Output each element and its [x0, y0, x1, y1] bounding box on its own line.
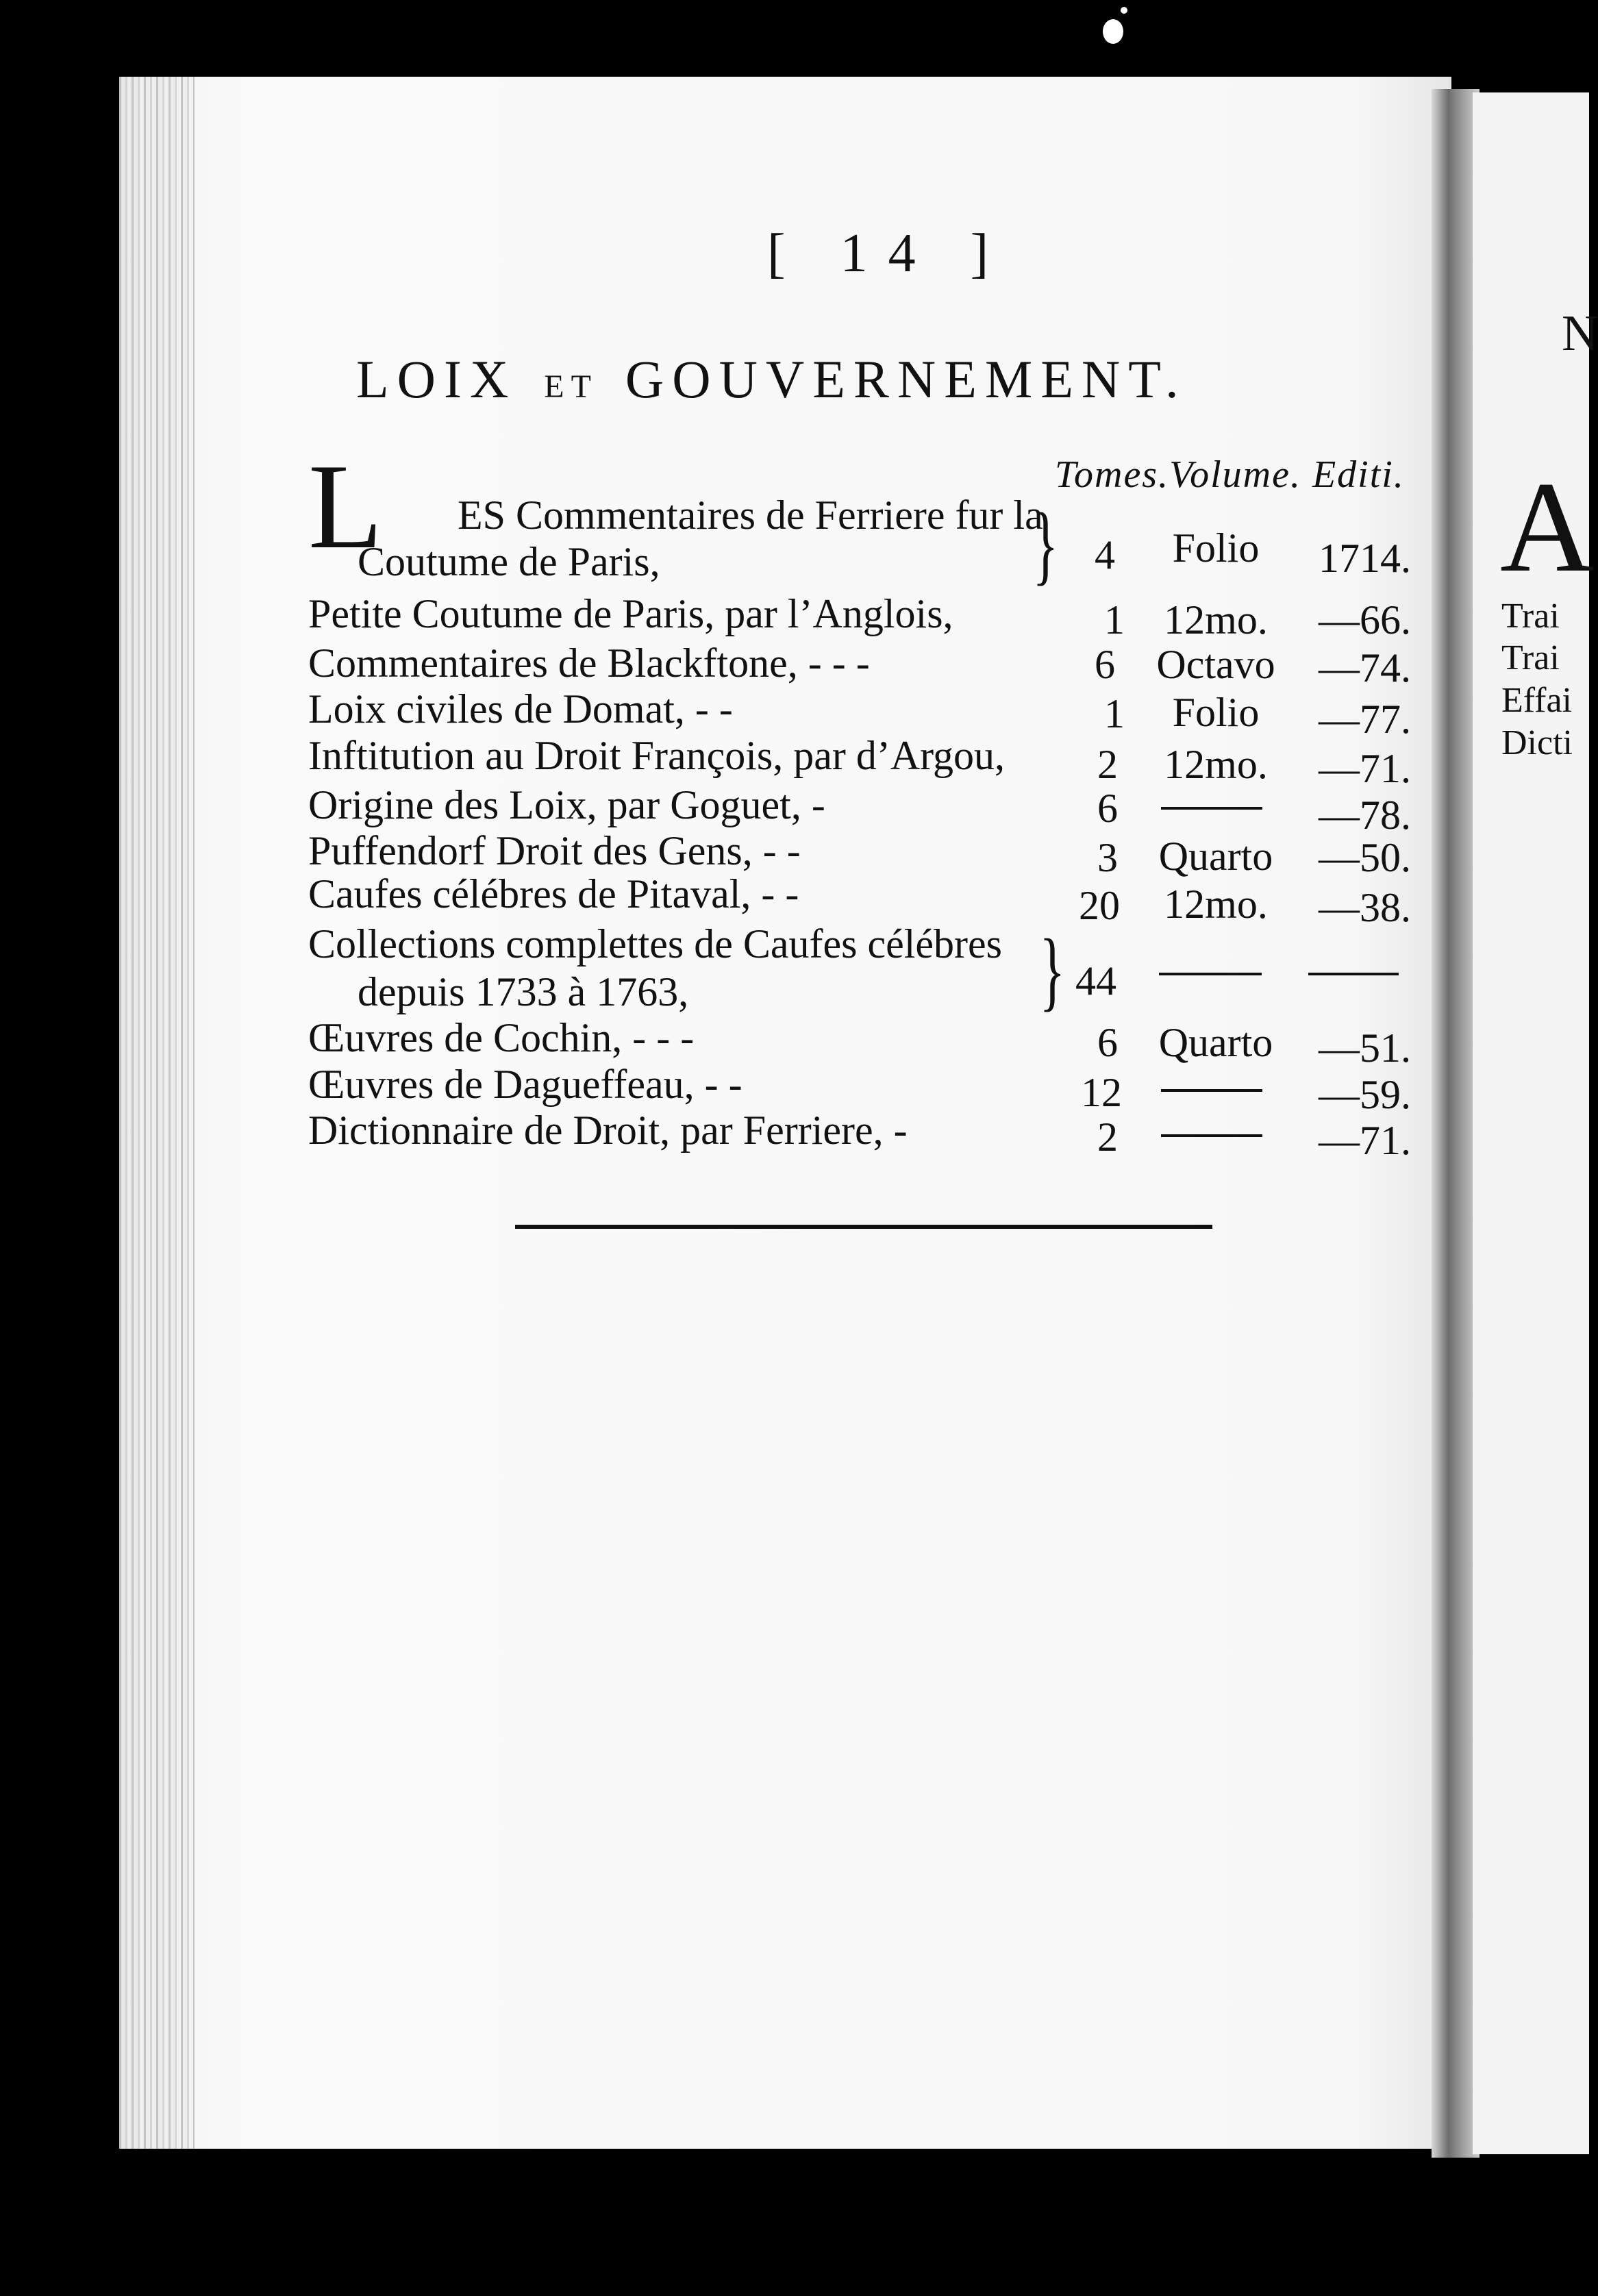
entry-tomes: 6: [1097, 786, 1118, 831]
brace: }: [1032, 495, 1058, 594]
ditto-dash: [1161, 1134, 1262, 1137]
entry-tomes: 4: [1095, 532, 1115, 577]
drop-cap: L: [308, 438, 383, 574]
ditto-dash: [1161, 807, 1262, 810]
facing-page-mark: N: [1562, 305, 1598, 362]
entry-tomes: 44: [1075, 958, 1116, 1003]
entry-edition: —77.: [1319, 697, 1411, 742]
entry-tomes: 3: [1097, 835, 1118, 880]
entry-volume: 12mo.: [1164, 597, 1268, 642]
ditto-dash: [1308, 973, 1399, 975]
entry-title-cont: depuis 1733 à 1763,: [358, 969, 689, 1014]
entry-edition: —71.: [1319, 1118, 1411, 1163]
entry-title-cont: Coutume de Paris,: [358, 539, 660, 584]
scan-speck: [1121, 7, 1127, 14]
entry-title: Commentaires de Blackftone, - - -: [308, 640, 870, 686]
entry-edition: —78.: [1319, 793, 1411, 838]
section-heading: [356, 349, 1187, 409]
brace: }: [1039, 921, 1065, 1020]
column-header: Tomes.Volume. Editi.: [1055, 453, 1405, 496]
entry-volume: Folio: [1172, 690, 1260, 735]
entry-edition: —59.: [1319, 1072, 1411, 1117]
entry-title: Origine des Loix, par Goguet, -: [308, 782, 825, 827]
entry-edition: —71.: [1319, 746, 1411, 791]
entry-tomes: 6: [1095, 642, 1115, 687]
entry-tomes: 6: [1097, 1020, 1118, 1065]
entry-title: Œuvres de Dagueffeau, - -: [308, 1062, 742, 1107]
entry-tomes: 1: [1104, 597, 1125, 642]
entry-tomes: 1: [1104, 691, 1125, 736]
facing-page-big-letter: A: [1500, 456, 1595, 599]
entry-tomes: 2: [1097, 742, 1118, 787]
entry-volume: Folio: [1172, 525, 1260, 571]
heading-part: GOUVERNEMENT.: [625, 349, 1187, 409]
entry-volume: Quarto: [1158, 834, 1273, 879]
entry-tomes: 2: [1097, 1114, 1118, 1160]
facing-page-line: Effai: [1501, 681, 1572, 720]
entry-title: Dictionnaire de Droit, par Ferriere, -: [308, 1108, 908, 1153]
entry-edition: —38.: [1319, 885, 1411, 930]
heading-part: LOIX: [356, 349, 517, 409]
entry-volume: Quarto: [1158, 1020, 1273, 1065]
entry-title: Puffendorf Droit des Gens, - -: [308, 828, 801, 873]
entry-edition: —50.: [1319, 835, 1411, 880]
entry-volume: 12mo.: [1164, 882, 1268, 927]
entry-title: Collections complettes de Caufes célébres: [308, 921, 1002, 966]
facing-page-line: Trai: [1501, 597, 1560, 636]
facing-page: [1473, 92, 1598, 2154]
entry-edition: —74.: [1319, 645, 1411, 690]
entry-title: Caufes célébres de Pitaval, - -: [308, 871, 799, 916]
entry-tomes: 12: [1081, 1070, 1122, 1115]
entry-tomes: 20: [1079, 883, 1120, 928]
entry-edition: —51.: [1319, 1025, 1411, 1071]
scan-speck: [1103, 19, 1123, 44]
facing-page-line: Trai: [1501, 638, 1560, 677]
page-edges: [119, 77, 195, 2149]
page-number: [ 14 ]: [767, 223, 1010, 284]
entry-title: Inftitution au Droit François, par d’Argou,: [308, 733, 1006, 778]
facing-page-line: Dicti: [1501, 723, 1573, 762]
section-rule: [515, 1225, 1212, 1229]
entry-title: Œuvres de Cochin, - - -: [308, 1015, 695, 1060]
entry-volume: Octavo: [1156, 642, 1275, 687]
entry-title: Loix civiles de Domat, - -: [308, 686, 733, 732]
ditto-dash: [1161, 1089, 1262, 1092]
ditto-dash: [1159, 973, 1262, 975]
entry-title: ES Commentaires de Ferriere fur la: [458, 492, 1043, 538]
entry-edition: 1714.: [1319, 536, 1411, 581]
heading-part: ET: [544, 369, 598, 405]
entry-edition: —66.: [1319, 597, 1411, 642]
entry-title: Petite Coutume de Paris, par l’Anglois,: [308, 591, 953, 636]
entry-volume: 12mo.: [1164, 742, 1268, 787]
